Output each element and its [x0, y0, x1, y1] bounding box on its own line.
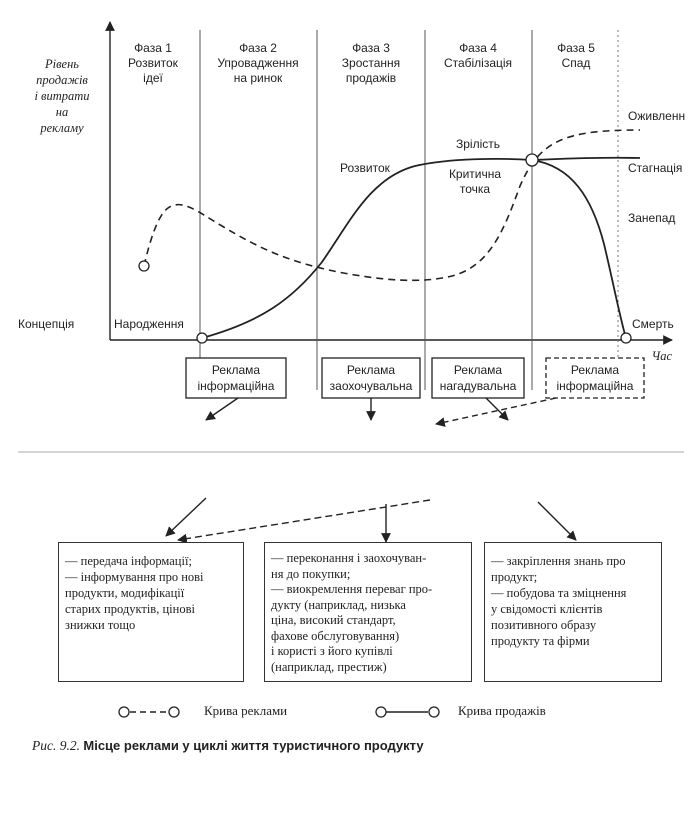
ad-box-informational — [186, 358, 286, 398]
label-development: Розвиток — [340, 161, 390, 175]
sales-curve-start-marker — [197, 333, 207, 343]
critical-point-marker — [526, 154, 538, 166]
detail-line: і користі з його купівлі — [271, 644, 393, 658]
label-revival: Оживленн — [628, 109, 686, 123]
advertising-curve — [144, 130, 640, 280]
label-critical-point: точка — [459, 182, 491, 196]
phase-2-header — [217, 41, 298, 85]
arrow — [166, 498, 206, 536]
detail-line: фахове обслуговування) — [271, 628, 400, 643]
detail-line: ня до покупки; — [271, 566, 351, 581]
detail-line: — побудова та зміцнення — [491, 586, 627, 600]
ad-box-line: Реклама — [570, 363, 620, 377]
detail-line: — інформування про нові — [65, 570, 204, 584]
y-axis-label-line: на — [55, 105, 69, 119]
label-death: Смерть — [632, 317, 674, 331]
phase-subtitle: Спад — [561, 56, 591, 70]
ad-box-informational-dashed — [546, 358, 644, 398]
phase-4-header — [444, 41, 512, 70]
detail-line: (наприклад, престиж) — [271, 659, 387, 674]
ad-box-line: заохочувальна — [329, 379, 413, 393]
detail-line: — передача інформації; — [65, 554, 192, 568]
arrow — [206, 398, 238, 420]
phase-5-header — [557, 41, 595, 70]
phase-subtitle: Розвиток — [128, 56, 178, 70]
detail-line: старих продуктів, цінові — [65, 602, 195, 616]
detail-line: — закріплення знань про — [491, 554, 626, 568]
detail-line: ціна, високий стандарт, — [271, 613, 396, 627]
sales-curve-decline — [532, 160, 626, 338]
y-axis-label-line: продажів — [36, 73, 88, 87]
legend-sales-curve-symbol — [376, 707, 439, 717]
phase-title: Фаза 5 — [557, 41, 595, 55]
sales-curve — [202, 158, 640, 338]
y-axis-label-line: рекламу — [40, 121, 84, 135]
legend-sales-curve-label: Крива продажів — [458, 703, 546, 718]
x-axis-label: Час — [651, 349, 672, 363]
ad-box-line: інформаційна — [556, 379, 634, 393]
detail-line: дукту (наприклад, низька — [271, 597, 406, 612]
detail-line: продукту та фірми — [491, 634, 590, 648]
y-axis-label-line: і витрати — [34, 89, 90, 103]
detail-arrows — [0, 468, 694, 548]
phase-subtitle: на ринок — [233, 71, 283, 85]
label-stagnation: Стагнація — [628, 161, 683, 175]
legend-ad-curve-label: Крива реклами — [204, 703, 288, 718]
detail-line: у свідомості клієнтів — [491, 602, 603, 616]
detail-box-informational — [58, 542, 244, 682]
caption-label: Рис. 9.2. — [32, 738, 80, 753]
phase-subtitle: Стабілізація — [443, 56, 513, 70]
label-critical-point: Критична — [448, 167, 502, 181]
ad-box-line: Реклама — [211, 363, 261, 377]
legend-symbols — [0, 697, 694, 727]
detail-line: — виокремлення переваг про- — [271, 582, 433, 596]
sales-curve-end-marker — [621, 333, 631, 343]
phase-title: Фаза 4 — [459, 41, 497, 55]
detail-line: позитивного образу — [491, 618, 597, 632]
phase-title: Фаза 2 — [239, 41, 277, 55]
label-decline: Занепад — [628, 211, 676, 225]
ad-box-reminder — [432, 358, 524, 398]
ad-curve-start-marker — [139, 261, 149, 271]
y-axis-label-line: Рівень — [45, 57, 79, 71]
label-birth: Народження — [114, 317, 184, 331]
detail-box-incentive — [264, 542, 472, 682]
ad-box-line: Реклама — [346, 363, 396, 377]
detail-line: — переконання і заохочуван- — [271, 551, 427, 565]
ad-box-line: інформаційна — [197, 379, 275, 393]
phase-subtitle: продажів — [345, 71, 397, 85]
caption-title: Місце реклами у циклі життя туристичного продукту — [83, 738, 424, 753]
arrow-dashed — [178, 500, 430, 540]
phase-3-header — [342, 41, 400, 85]
phase-title: Фаза 1 — [134, 41, 172, 55]
phase-1-header — [128, 41, 179, 85]
detail-line: продукти, модифікації — [65, 586, 185, 600]
phase-subtitle: Упровадження — [217, 56, 299, 70]
ad-box-line: нагадувальна — [439, 379, 517, 393]
detail-line: продукт; — [491, 570, 538, 584]
ad-box-line: Реклама — [453, 363, 503, 377]
detail-box-reminder — [484, 542, 662, 682]
detail-line: знижки тощо — [65, 618, 136, 632]
figure-caption — [32, 738, 424, 754]
phase-subtitle: Зростання — [341, 56, 401, 70]
arrow — [538, 502, 576, 540]
phase-title: Фаза 3 — [352, 41, 390, 55]
phase-subtitle: ідеї — [143, 71, 163, 85]
ad-box-incentive — [322, 358, 420, 398]
label-concept: Концепція — [18, 317, 75, 331]
y-axis-label — [34, 57, 89, 135]
label-maturity: Зрілість — [456, 137, 501, 151]
arrow-dashed — [436, 398, 556, 424]
legend-ad-curve-symbol — [119, 707, 179, 717]
